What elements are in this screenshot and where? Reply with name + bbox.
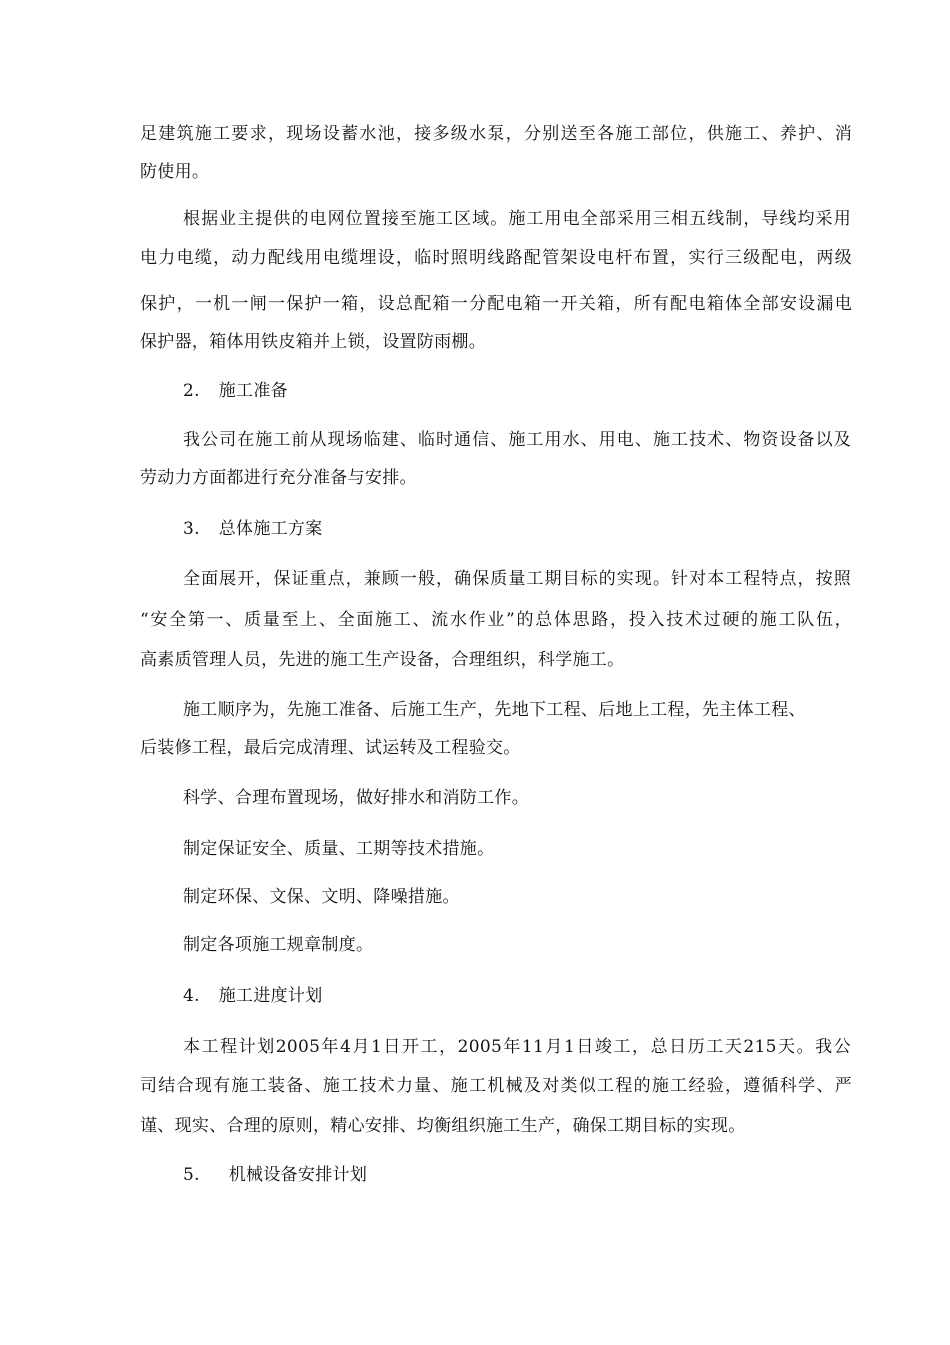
paragraph-schedule-line-1: 本工程计划2005年4月1日开工，2005年11月1日竣工，总日历工天215天。我公	[183, 1037, 851, 1057]
paragraph-sequence-line-2: 后装修工程，最后完成清理、试运转及工程验交。	[140, 738, 521, 758]
paragraph-schedule-line-3: 谨、现实、合理的原则，精心安排、均衡组织施工生产，确保工期目标的实现。	[140, 1116, 746, 1136]
paragraph-water-line-1: 足建筑施工要求，现场设蓄水池，接多级水泵，分别送至各施工部位，供施工、养护、消	[140, 124, 852, 144]
list-item: 科学、合理布置现场，做好排水和消防工作。	[183, 788, 529, 808]
paragraph-power-line-1: 根据业主提供的电网位置接至施工区域。施工用电全部采用三相五线制，导线均采用	[183, 209, 851, 229]
section-heading-5	[183, 1163, 367, 1187]
paragraph-power-line-2: 电力电缆，动力配线用电缆埋设，临时照明线路配管架设电杆布置，实行三级配电，两级	[140, 248, 852, 268]
section-title: 施工准备	[218, 381, 288, 401]
list-item: 制定各项施工规章制度。	[183, 935, 374, 955]
section-title: 总体施工方案	[218, 519, 323, 539]
section-number: 3.	[183, 519, 200, 539]
section-heading-4	[183, 984, 323, 1008]
paragraph-prep-line-1: 我公司在施工前从现场临建、临时通信、施工用水、用电、施工技术、物资设备以及	[183, 430, 851, 450]
paragraph-water-line-2: 防使用。	[140, 162, 210, 182]
section-heading-2	[183, 379, 288, 403]
section-number: 4.	[183, 986, 200, 1006]
paragraph-overall-line-2: “安全第一、质量至上、全面施工、流水作业”的总体思路，投入技术过硬的施工队伍，	[140, 610, 852, 630]
paragraph-sequence-line-1: 施工顺序为，先施工准备、后施工生产，先地下工程、后地上工程，先主体工程、	[183, 700, 806, 720]
section-number: 2.	[183, 381, 200, 401]
section-number: 5.	[183, 1165, 200, 1185]
section-title: 施工进度计划	[218, 986, 323, 1006]
paragraph-power-line-3: 保护，一机一闸一保护一箱，设总配箱一分配电箱一开关箱，所有配电箱体全部安设漏电	[140, 294, 852, 314]
list-item: 制定保证安全、质量、工期等技术措施。	[183, 839, 495, 859]
section-heading-3	[183, 517, 323, 541]
paragraph-overall-line-3: 高素质管理人员，先进的施工生产设备，合理组织，科学施工。	[140, 650, 625, 670]
list-item: 制定环保、文保、文明、降噪措施。	[183, 887, 460, 907]
paragraph-overall-line-1: 全面展开，保证重点，兼顾一般，确保质量工期目标的实现。针对本工程特点，按照	[183, 569, 851, 589]
paragraph-prep-line-2: 劳动力方面都进行充分准备与安排。	[140, 468, 417, 488]
paragraph-power-line-4: 保护器，箱体用铁皮箱并上锁，设置防雨棚。	[140, 332, 486, 352]
paragraph-schedule-line-2: 司结合现有施工装备、施工技术力量、施工机械及对类似工程的施工经验，遵循科学、严	[140, 1076, 852, 1096]
section-title: 机械设备安排计划	[228, 1165, 368, 1185]
